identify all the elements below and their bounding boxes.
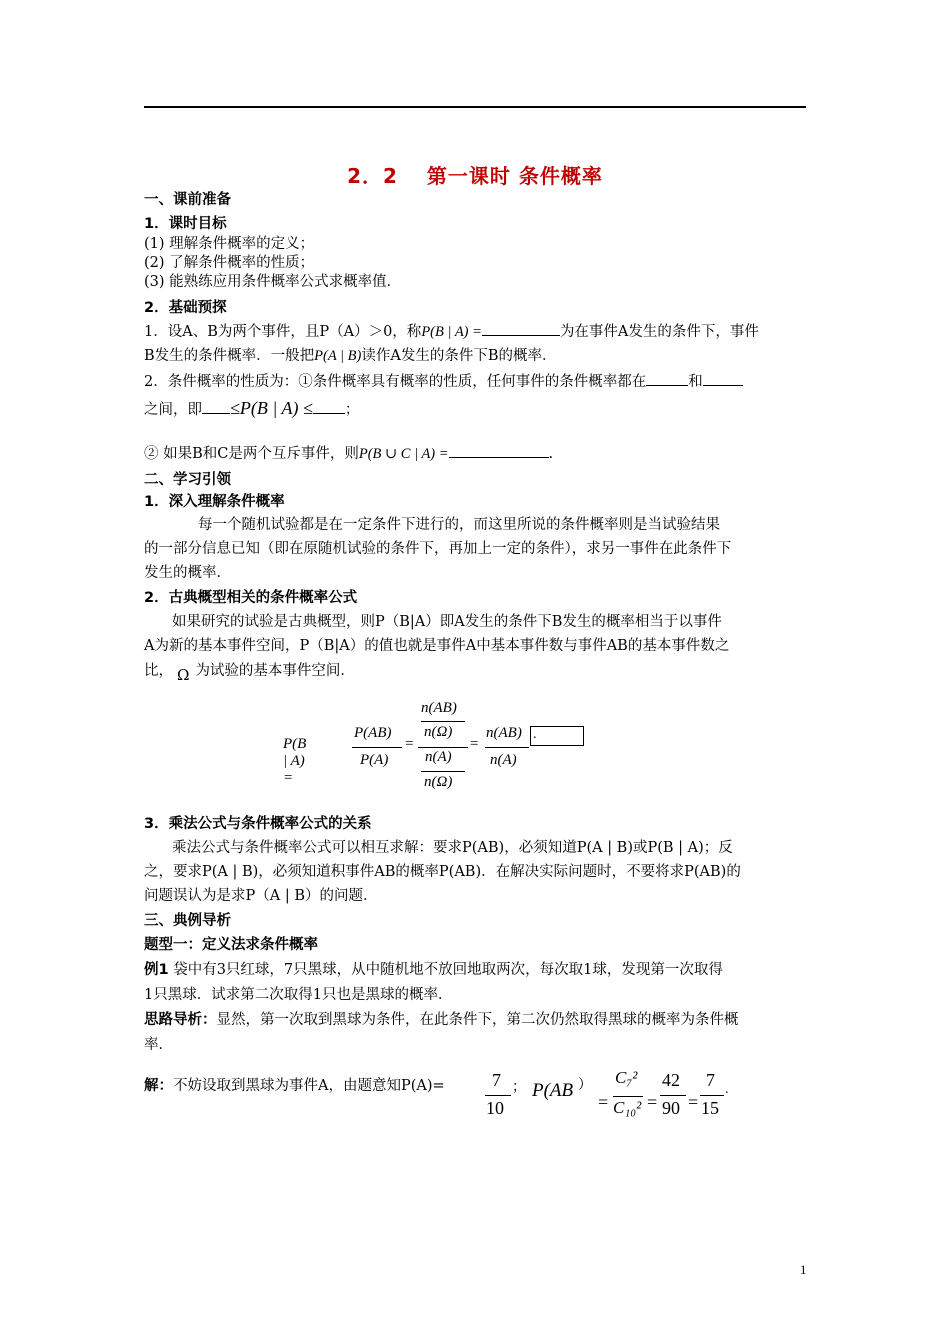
- paragraph-line: 如果研究的试验是古典概型，则P（B|A）即A发生的条件下B发生的概率相当于以事件: [172, 614, 722, 630]
- blank: [202, 403, 230, 414]
- hint-label: 思路导析：: [144, 1012, 217, 1028]
- goal-2: (2) 了解条件概率的性质；: [144, 255, 315, 271]
- goal-1: (1) 理解条件概率的定义；: [144, 236, 315, 252]
- fraction-bar: [613, 1096, 643, 1097]
- solution-label: 解：: [144, 1078, 173, 1094]
- text: 比，: [144, 663, 173, 679]
- blank: [646, 371, 688, 386]
- big-frac-num-num: n(AB): [421, 700, 457, 716]
- text: 2．条件概率的性质为：①条件概率具有概率的性质，任何事件的条件概率都在: [144, 374, 647, 390]
- page-number: 1: [800, 1262, 807, 1277]
- fraction-bar: [352, 747, 402, 748]
- text: ② 如果B和C是两个互斥事件，则: [144, 446, 359, 462]
- question-type-1: 题型一：定义法求条件概率: [144, 937, 318, 953]
- text: B发生的条件概率．一般把: [144, 348, 315, 364]
- example-1-line-1: [144, 958, 723, 982]
- hint-line-1: [144, 1008, 739, 1032]
- paragraph-line: A为新的基本事件空间，P（B|A）的值也就是事件A中基本事件数与事件AB的基本事件数之: [144, 638, 730, 654]
- sol-frac3-den: 15: [701, 1098, 719, 1118]
- sol-frac2-num: 42: [662, 1070, 680, 1090]
- subheading-goals: 1．课时目标: [144, 216, 227, 232]
- section-heading-3: 三、典例导析: [144, 913, 231, 929]
- period: .: [725, 1082, 729, 1097]
- equals-sign: =: [405, 736, 414, 752]
- fraction-bar: [421, 721, 465, 722]
- text: 为试验的基本事件空间．: [195, 663, 355, 679]
- main-fraction-bar: [418, 747, 468, 748]
- page-title: 2．2 第一课时 条件概率: [347, 164, 603, 188]
- text: 读作A发生的条件下B的概率．: [361, 348, 557, 364]
- formula-f1-den: P(A): [360, 752, 389, 768]
- sol-frac2-den: 90: [662, 1098, 680, 1118]
- hint-line-2: 率．: [144, 1037, 173, 1053]
- semicolon: ；: [512, 1080, 526, 1095]
- paragraph-line: 的一部分信息已知（即在原随机试验的条件下，再加上一定的条件），求另一事件在此条件下: [144, 541, 732, 557]
- subheading-multiplication: 3．乘法公式与条件概率公式的关系: [144, 816, 372, 832]
- fraction-bar: [485, 747, 529, 748]
- paragraph-line: 问题误认为是求P（A | B）的问题．: [144, 888, 378, 904]
- equals-sign: =: [647, 1092, 658, 1112]
- sol-pab: P(AB: [532, 1080, 574, 1101]
- formula: P(A | B): [314, 348, 362, 364]
- equals-sign: =: [688, 1092, 699, 1112]
- paragraph-line: 每一个随机试验都是在一定条件下进行的，而这里所说的条件概率则是当试验结果: [198, 517, 720, 533]
- subheading-classical: 2．古典概型相关的条件概率公式: [144, 590, 358, 606]
- formula: P(B | A) =: [421, 324, 482, 340]
- subheading-preview: 2．基础预探: [144, 300, 227, 316]
- solution-text: [144, 1074, 445, 1098]
- sol-comb-den: C₁₀²: [613, 1098, 642, 1117]
- sol-frac1-den: 10: [486, 1098, 504, 1118]
- fraction-bar: [485, 1095, 511, 1096]
- sol-frac1-num: 7: [492, 1070, 501, 1090]
- formula-f3-den: n(A): [490, 752, 517, 768]
- text: 之间，即: [144, 402, 202, 418]
- omega-symbol: Ω: [177, 666, 190, 684]
- preview-line-1: [144, 320, 759, 344]
- subheading-understand: 1．深入理解条件概率: [144, 494, 285, 510]
- blank: [703, 371, 743, 386]
- fraction-bar: [700, 1095, 724, 1096]
- formula: ≤P(B | A) ≤: [230, 398, 313, 418]
- paragraph-line: 发生的概率．: [144, 565, 231, 581]
- text: 袋中有3只红球，7只黑球，从中随机地不放回地取两次，每次取1球，发现第一次取得: [173, 962, 723, 978]
- answer-box: .: [530, 726, 584, 746]
- text: ；: [344, 402, 360, 418]
- sol-frac3-num: 7: [706, 1070, 715, 1090]
- text: .: [548, 446, 554, 462]
- preview-line-4: [144, 396, 359, 422]
- preview-line-2: [144, 344, 557, 368]
- example-label: 例1: [144, 962, 169, 978]
- fraction-bar: [660, 1095, 686, 1096]
- preview-line-3: [144, 370, 743, 394]
- paragraph-line: 之，要求P(A | B)，必须知道积事件AB的概率P(AB)．在解决实际问题时，不要将求P(AB)的: [144, 864, 741, 880]
- text: 不妨设取到黑球为事件A，由题意知P(A)=: [173, 1078, 445, 1094]
- text: 显然，第一次取到黑球为条件，在此条件下，第二次仍然取得黑球的概率为条件概: [216, 1012, 739, 1028]
- blank: [449, 443, 549, 458]
- preview-line-5: [144, 442, 553, 466]
- goal-3: (3) 能熟练应用条件概率公式求概率值．: [144, 274, 402, 290]
- text: 和: [688, 374, 703, 390]
- paren: ）: [578, 1078, 592, 1093]
- equals-sign: =: [470, 736, 479, 752]
- formula: P(B ∪ C | A) =: [358, 446, 449, 462]
- formula-lhs: P(B | A) =: [283, 736, 307, 786]
- section-heading-1: 一、课前准备: [144, 192, 231, 208]
- blank: [482, 321, 560, 336]
- blank: [313, 403, 345, 414]
- text: 1．设A、B为两个事件，且P（A）＞0，称: [144, 324, 422, 340]
- big-frac-den-num: n(A): [425, 749, 452, 765]
- section-heading-2: 二、学习引领: [144, 472, 231, 488]
- equals-sign: =: [598, 1092, 609, 1112]
- formula-f1-num: P(AB): [354, 725, 392, 741]
- sol-comb-num: C₇²: [615, 1068, 638, 1087]
- paragraph-line: [144, 658, 355, 683]
- paragraph-line: 乘法公式与条件概率公式可以相互求解：要求P(AB)，必须知道P(A | B)或P(B | A)；反: [172, 840, 733, 856]
- big-frac-den-den: n(Ω): [424, 774, 453, 790]
- text: 为在事件A发生的条件下，事件: [559, 324, 759, 340]
- formula-f3-num: n(AB): [486, 725, 522, 741]
- header-rule: [144, 106, 806, 108]
- fraction-bar: [421, 771, 465, 772]
- example-1-line-2: 1只黑球．试求第二次取得1只也是黑球的概率．: [144, 987, 453, 1003]
- big-frac-num-den: n(Ω): [424, 724, 453, 740]
